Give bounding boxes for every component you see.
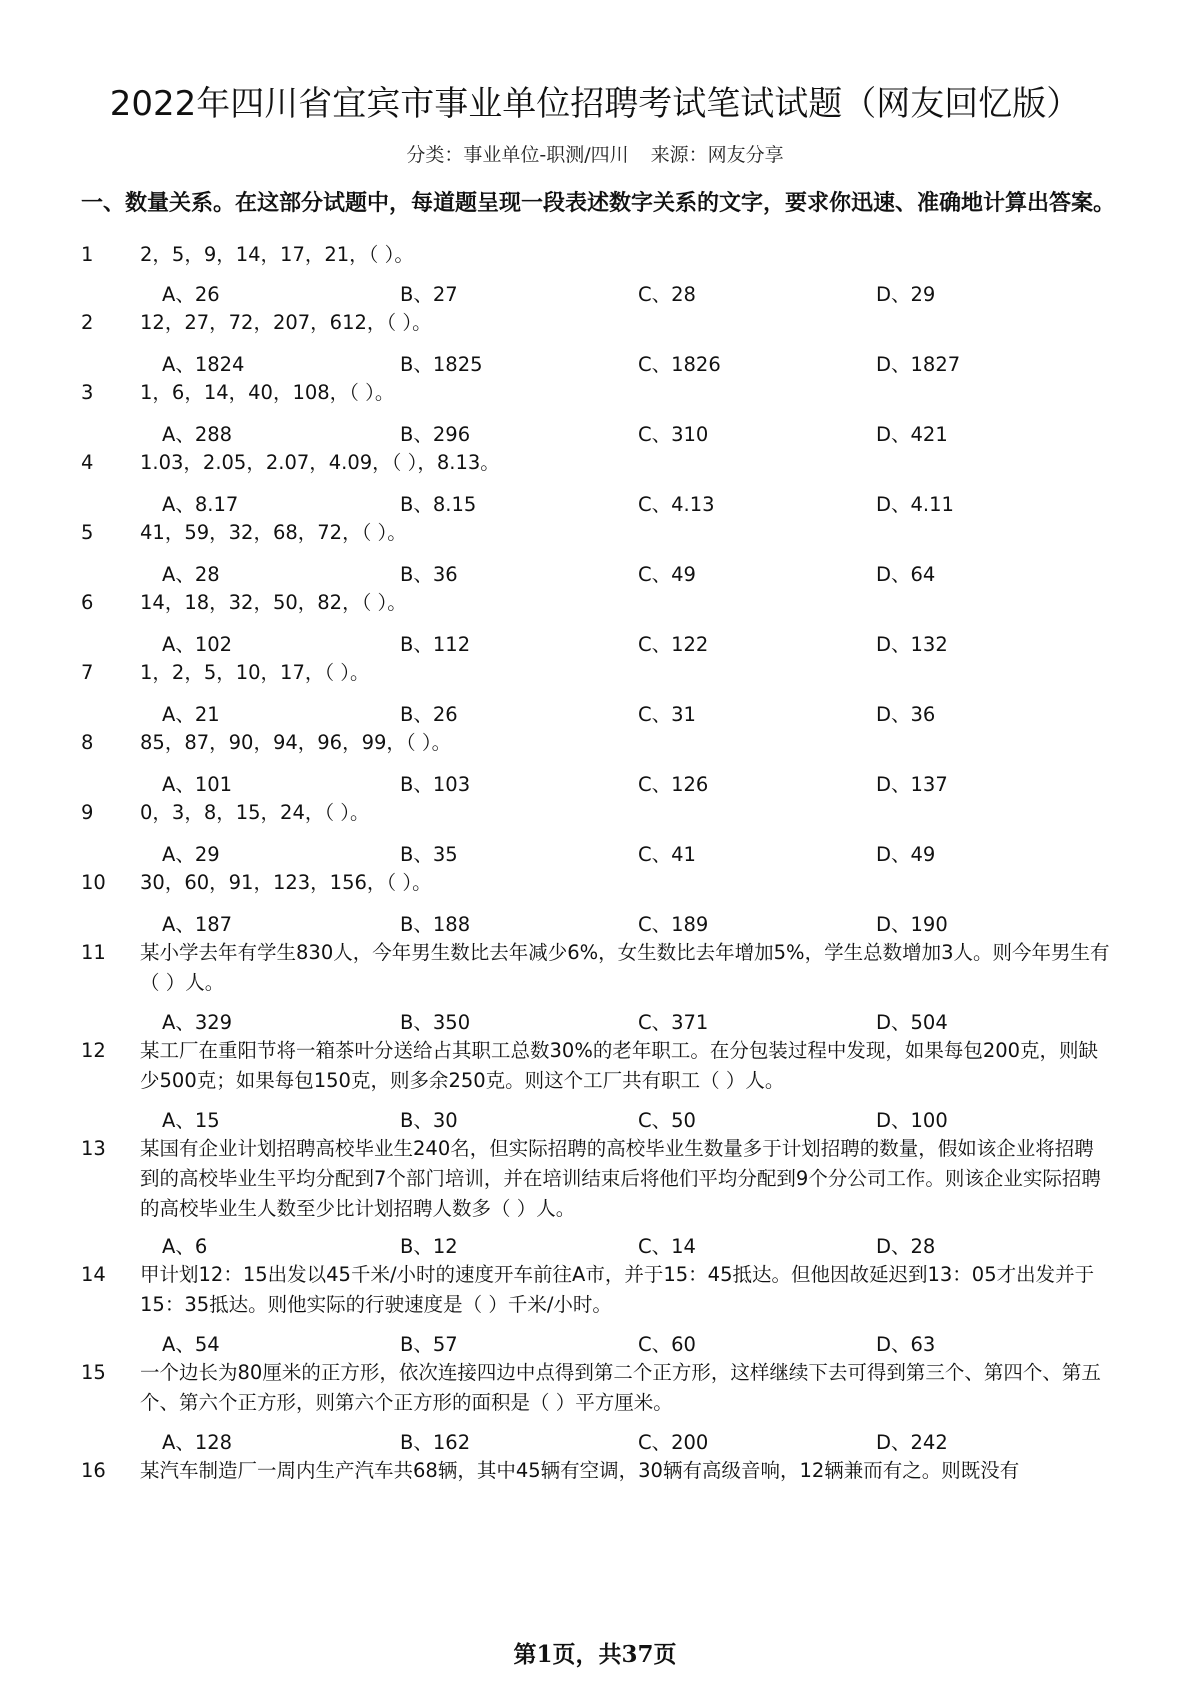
question-number: 14 <box>81 1263 106 1286</box>
question-number: 8 <box>81 731 94 754</box>
question-number: 1 <box>81 243 94 266</box>
section-heading: 一、数量关系。在这部分试题中，每道题呈现一段表述数字关系的文字，要求你迅速、准确地计算出答案。 <box>81 191 1116 216</box>
option-c: C、122 <box>638 633 709 656</box>
option-b: B、350 <box>400 1011 471 1034</box>
option-c: C、200 <box>638 1431 709 1454</box>
question-10 <box>81 868 1121 898</box>
question-number: 13 <box>81 1137 106 1160</box>
option-a: A、15 <box>162 1109 220 1132</box>
question-12-options <box>162 1106 1122 1136</box>
question-number: 9 <box>81 801 94 824</box>
question-13-options <box>162 1232 1122 1262</box>
question-number: 3 <box>81 381 94 404</box>
question-9-options <box>162 840 1122 870</box>
option-a: A、101 <box>162 773 233 796</box>
option-d: D、64 <box>876 563 936 586</box>
option-a: A、1824 <box>162 353 245 376</box>
page-footer: 第1页，共37页 <box>513 1641 677 1668</box>
question-8-options <box>162 770 1122 800</box>
question-stem: 41，59，32，68，72，（ ）。 <box>140 521 407 544</box>
option-c: C、14 <box>638 1235 696 1258</box>
question-stem: 甲计划12：15出发以45千米/小时的速度开车前往A市，并于15：45抵达。但他因故延迟到13：05才出发并于15：35抵达。则他实际的行驶速度是（ ）千米/小时。 <box>140 1263 1095 1316</box>
question-15 <box>81 1358 1121 1418</box>
question-5-options <box>162 560 1122 590</box>
option-b: B、27 <box>400 283 458 306</box>
option-d: D、1827 <box>876 353 961 376</box>
option-d: D、190 <box>876 913 948 936</box>
option-c: C、50 <box>638 1109 696 1132</box>
option-d: D、28 <box>876 1235 936 1258</box>
question-stem: 某汽车制造厂一周内生产汽车共68辆，其中45辆有空调，30辆有高级音响，12辆兼而有之。则既没有 <box>140 1459 1020 1482</box>
option-b: B、26 <box>400 703 458 726</box>
question-number: 7 <box>81 661 94 684</box>
question-stem: 30，60，91，123，156，（ ）。 <box>140 871 432 894</box>
option-c: C、371 <box>638 1011 709 1034</box>
source-label: 来源：网友分享 <box>650 144 784 166</box>
option-b: B、162 <box>400 1431 471 1454</box>
question-stem: 1.03，2.05，2.07，4.09，（ ），8.13。 <box>140 451 500 474</box>
option-c: C、49 <box>638 563 696 586</box>
question-7 <box>81 658 1121 688</box>
question-3-options <box>162 420 1122 450</box>
question-6-options <box>162 630 1122 660</box>
question-11-options <box>162 1008 1122 1038</box>
option-a: A、54 <box>162 1333 220 1356</box>
option-b: B、112 <box>400 633 471 656</box>
question-1 <box>81 240 1121 270</box>
option-c: C、126 <box>638 773 709 796</box>
option-a: A、288 <box>162 423 233 446</box>
option-a: A、102 <box>162 633 233 656</box>
option-b: B、296 <box>400 423 471 446</box>
option-a: A、6 <box>162 1235 208 1258</box>
question-14-options <box>162 1330 1122 1360</box>
question-number: 11 <box>81 941 106 964</box>
option-d: D、242 <box>876 1431 948 1454</box>
question-stem: 2，5，9，14，17，21，（ ）。 <box>140 243 414 266</box>
option-b: B、1825 <box>400 353 483 376</box>
question-number: 6 <box>81 591 94 614</box>
option-d: D、29 <box>876 283 936 306</box>
option-a: A、329 <box>162 1011 233 1034</box>
question-2-options <box>162 350 1122 380</box>
question-number: 15 <box>81 1361 106 1384</box>
question-number: 12 <box>81 1039 106 1062</box>
category-label: 分类：事业单位-职测/四川 <box>406 144 629 166</box>
option-b: B、30 <box>400 1109 458 1132</box>
option-d: D、100 <box>876 1109 948 1132</box>
question-number: 2 <box>81 311 94 334</box>
option-d: D、132 <box>876 633 948 656</box>
question-stem: 0，3，8，15，24，（ ）。 <box>140 801 370 824</box>
question-9 <box>81 798 1121 828</box>
question-16 <box>81 1456 1121 1486</box>
option-a: A、29 <box>162 843 220 866</box>
option-b: B、8.15 <box>400 493 477 516</box>
page-title: 2022年四川省宜宾市事业单位招聘考试笔试试题（网友回忆版） <box>109 84 1081 124</box>
question-stem: 12，27，72，207，612，（ ）。 <box>140 311 432 334</box>
question-1-options <box>162 280 1122 310</box>
option-d: D、421 <box>876 423 948 446</box>
option-a: A、21 <box>162 703 220 726</box>
question-8 <box>81 728 1121 758</box>
question-stem: 85，87，90，94，96，99，（ ）。 <box>140 731 452 754</box>
option-b: B、12 <box>400 1235 458 1258</box>
option-c: C、31 <box>638 703 696 726</box>
option-c: C、4.13 <box>638 493 715 516</box>
option-c: C、60 <box>638 1333 696 1356</box>
option-b: B、103 <box>400 773 471 796</box>
option-a: A、128 <box>162 1431 233 1454</box>
option-d: D、36 <box>876 703 936 726</box>
question-stem: 14，18，32，50，82，（ ）。 <box>140 591 407 614</box>
question-7-options <box>162 700 1122 730</box>
question-stem: 1，2，5，10，17，（ ）。 <box>140 661 370 684</box>
option-a: A、26 <box>162 283 220 306</box>
option-d: D、49 <box>876 843 936 866</box>
question-stem: 某小学去年有学生830人，今年男生数比去年减少6%，女生数比去年增加5%，学生总数增加3人。则今年男生有（ ）人。 <box>140 941 1110 994</box>
question-stem: 某国有企业计划招聘高校毕业生240名，但实际招聘的高校毕业生数量多于计划招聘的数量，假如该企业将招聘到的高校毕业生平均分配到7个部门培训，并在培训结束后将他们平均分配到9个分公司工作。则该企业实际招聘的高校毕业生人数至少比计划招聘人数多（ ）人。 <box>140 1137 1101 1220</box>
option-c: C、189 <box>638 913 709 936</box>
question-14 <box>81 1260 1121 1320</box>
question-13 <box>81 1134 1121 1224</box>
question-5 <box>81 518 1121 548</box>
option-d: D、137 <box>876 773 948 796</box>
option-d: D、4.11 <box>876 493 954 516</box>
document-meta <box>0 142 1190 168</box>
option-d: D、63 <box>876 1333 936 1356</box>
question-stem: 某工厂在重阳节将一箱茶叶分送给占其职工总数30%的老年职工。在分包装过程中发现，如果每包200克，则缺少500克；如果每包150克，则多余250克。则这个工厂共有职工（ ）人。 <box>140 1039 1099 1092</box>
question-number: 5 <box>81 521 94 544</box>
option-b: B、188 <box>400 913 471 936</box>
question-10-options <box>162 910 1122 940</box>
question-4 <box>81 448 1121 478</box>
question-6 <box>81 588 1121 618</box>
question-stem: 1，6，14，40，108，（ ）。 <box>140 381 395 404</box>
question-number: 10 <box>81 871 106 894</box>
option-b: B、36 <box>400 563 458 586</box>
question-11 <box>81 938 1121 998</box>
question-3 <box>81 378 1121 408</box>
question-2 <box>81 308 1121 338</box>
question-12 <box>81 1036 1121 1096</box>
option-c: C、1826 <box>638 353 721 376</box>
option-a: A、28 <box>162 563 220 586</box>
option-b: B、57 <box>400 1333 458 1356</box>
option-c: C、310 <box>638 423 709 446</box>
question-number: 16 <box>81 1459 106 1482</box>
question-number: 4 <box>81 451 94 474</box>
option-a: A、8.17 <box>162 493 239 516</box>
question-4-options <box>162 490 1122 520</box>
option-d: D、504 <box>876 1011 948 1034</box>
option-a: A、187 <box>162 913 233 936</box>
option-b: B、35 <box>400 843 458 866</box>
question-15-options <box>162 1428 1122 1458</box>
question-stem: 一个边长为80厘米的正方形，依次连接四边中点得到第二个正方形，这样继续下去可得到第三个、第四个、第五个、第六个正方形，则第六个正方形的面积是（ ）平方厘米。 <box>140 1361 1101 1414</box>
option-c: C、41 <box>638 843 696 866</box>
option-c: C、28 <box>638 283 696 306</box>
